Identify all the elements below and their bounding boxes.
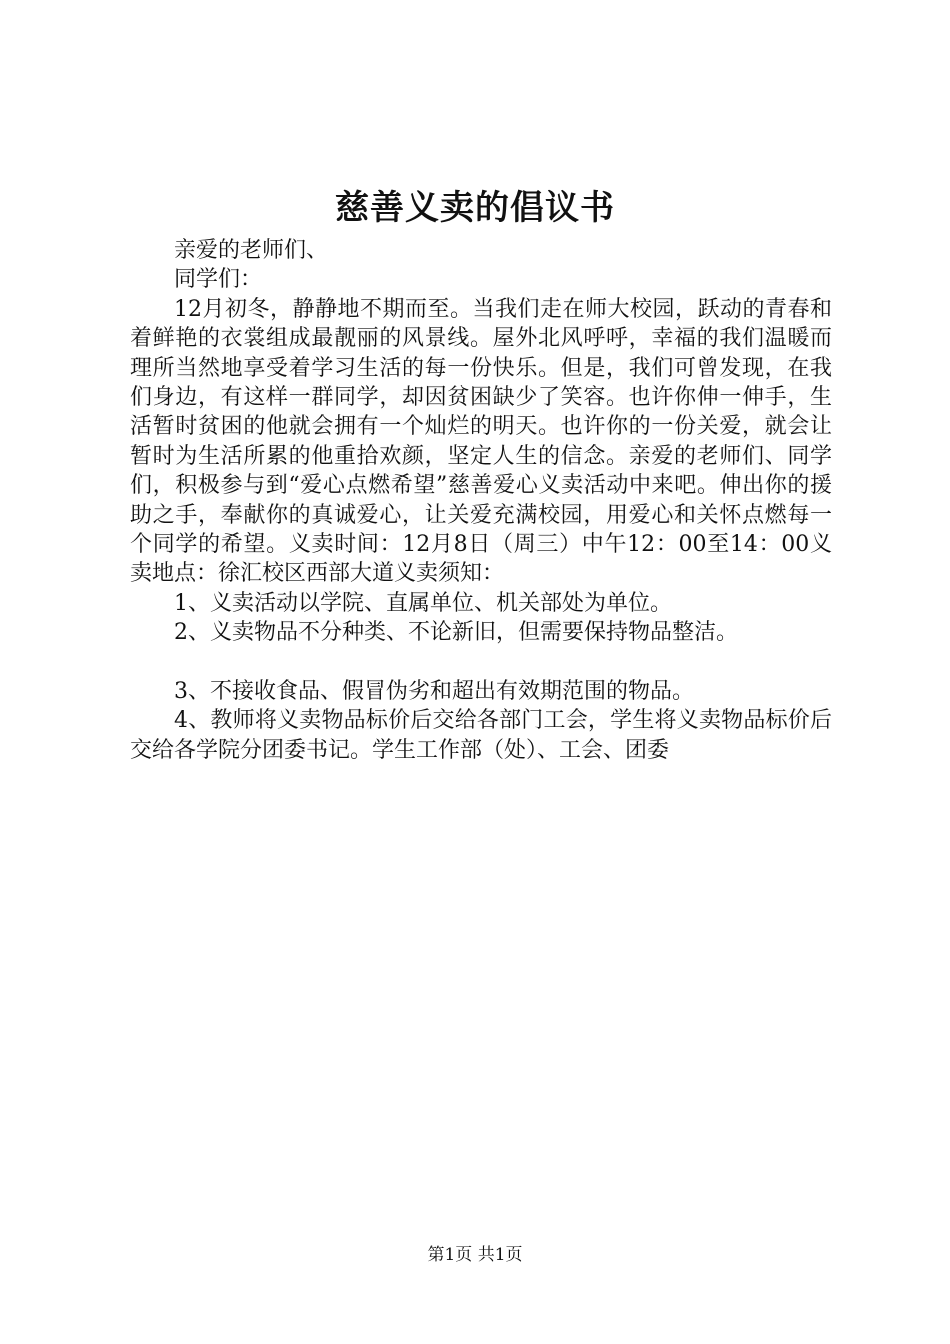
paragraph-gap — [130, 648, 832, 677]
main-paragraph: 12月初冬，静静地不期而至。当我们走在师大校园，跃动的青春和着鲜艳的衣裳组成最靓丽的风景线。屋外北风呼呼，幸福的我们温暖而理所当然地享受着学习生活的每一份快乐。但是，我们可曾发现，在我们身边，有这样一群同学，却因贫困缺少了笑容。也许你伸一伸手，生活暂时贫困的他就会拥有一个灿烂的明天。也许你的一份关爱，就会让暂时为生活所累的他重拾欢颜，坚定人生的信念。亲爱的老师们、同学们，积极参与到“爱心点燃希望”慈善爱心义卖活动中来吧。伸出你的援助之手，奉献你的真诚爱心，让关爱充满校园，用爱心和关怀点燃每一个同学的希望。义卖时间：12月8日（周三）中午12：00至14：00义卖地点：徐汇校区西部大道义卖须知： — [130, 296, 832, 587]
document-body — [130, 236, 832, 765]
notice-item-1: 1、义卖活动以学院、直属单位、机关部处为单位。 — [174, 590, 672, 616]
document-title: 慈善义卖的倡议书 — [335, 188, 615, 228]
salutation-line-2: 同学们： — [174, 267, 263, 293]
notice-item-2: 2、义卖物品不分种类、不论新旧，但需要保持物品整洁。 — [174, 620, 738, 646]
notice-item-4: 4、教师将义卖物品标价后交给各部门工会，学生将义卖物品标价后交给各学院分团委书记。学生工作部（处）、工会、团委 — [130, 708, 832, 763]
salutation-line-1: 亲爱的老师们、 — [174, 238, 329, 263]
page-footer: 第1页 共1页 — [427, 1245, 523, 1265]
notice-item-3: 3、不接收食品、假冒伪劣和超出有效期范围的物品。 — [174, 678, 694, 704]
